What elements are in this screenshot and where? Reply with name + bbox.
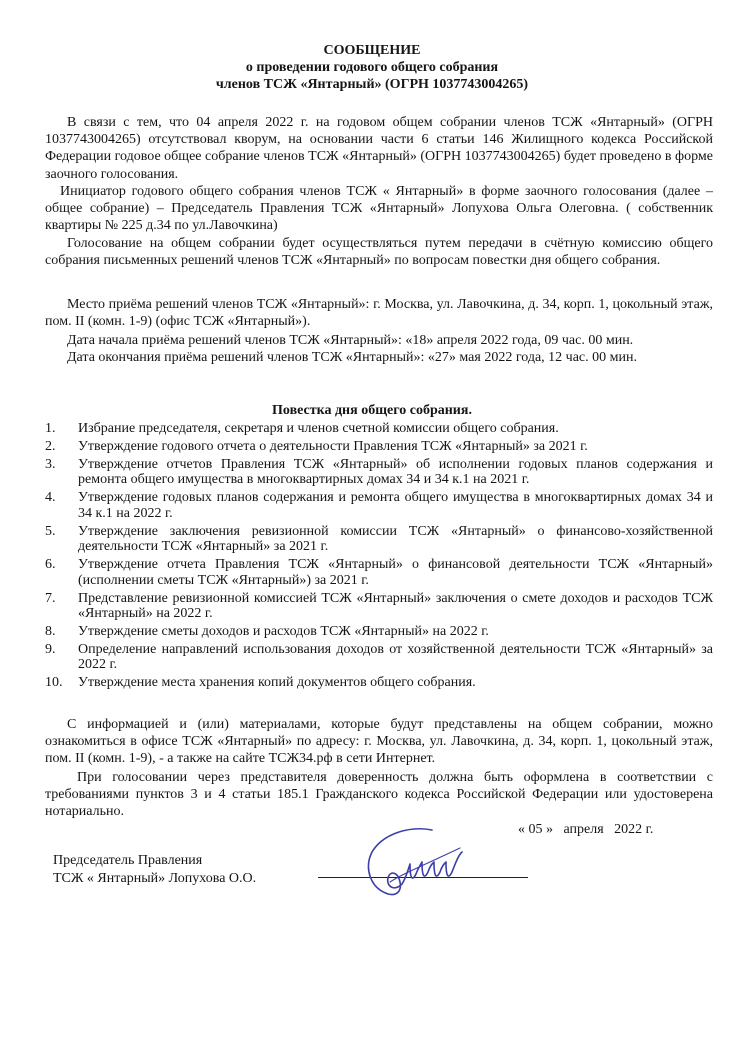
list-item-number: 2.	[45, 439, 56, 454]
list-item-text: Утверждение отчетов Правления ТСЖ «Янтарный» об исполнении годовых планов содержания и ремонта общего имущества в многоквартирных домах 34 и 34 к.1 на 2021 г.	[78, 457, 713, 488]
list-item-number: 8.	[45, 624, 56, 640]
paragraph-end-date: Дата окончания приёма решений членов ТСЖ «Янтарный»: «27» мая 2022 года, 12 час. 00 мин.	[67, 350, 637, 365]
list-item-number: 1.	[45, 421, 56, 436]
document-title: СООБЩЕНИЕ	[323, 43, 421, 58]
list-item	[45, 642, 713, 673]
list-item	[45, 490, 713, 521]
list-item-text: Избрание председателя, секретаря и членов счетной комиссии общего собрания.	[78, 421, 559, 436]
list-item	[45, 457, 713, 488]
list-item-number: 3.	[45, 457, 56, 472]
list-item-number: 9.	[45, 642, 56, 658]
paragraph-start-date: Дата начала приёма решений членов ТСЖ «Янтарный»: «18» апреля 2022 года, 09 час. 00 мин.	[67, 333, 634, 348]
document-subtitle: о проведении годового общего собрания	[245, 60, 499, 75]
paragraph-quorum: В связи с тем, что 04 апреля 2022 г. на годовом общем собрании членов ТСЖ «Янтарный» (ОГРН 1037743004265) отсутствовал кворум, на основании части 6 статьи 146 Жилищного кодекса Российской Федерации годовое общее собрание членов ТСЖ «Янтарный» (ОГРН 1037743004265) будет проведено в форме заочного голосования.	[45, 115, 713, 182]
list-item	[45, 675, 713, 690]
list-item	[45, 591, 713, 622]
list-item-number: 4.	[45, 490, 56, 506]
agenda-list	[45, 421, 713, 693]
list-item-text: Утверждение сметы доходов и расходов ТСЖ «Янтарный» на 2022 г.	[78, 624, 489, 640]
list-item-number: 10.	[45, 675, 63, 691]
paragraph-voting: Голосование на общем собрании будет осуществляться путем передачи в счётную комиссию общего собрания письменных решений членов ТСЖ «Янтарный» по вопросам повестки дня общего собрания.	[45, 236, 713, 269]
list-item-number: 7.	[45, 590, 56, 606]
paragraph-initiator: Инициатор годового общего собрания членов ТСЖ « Янтарный» в форме заочного голосования (далее – общее собрание) – Председатель Правления ТСЖ «Янтарный» Лопухова Ольга Олеговна. ( собственник квартиры № 225 д.34 по ул.Лавочкина)	[45, 184, 713, 234]
list-item-text: Утверждение места хранения копий документов общего собрания.	[78, 675, 476, 691]
paragraph-materials: С информацией и (или) материалами, которые будут представлены на общем собрании, можно ознакомиться в офисе ТСЖ «Янтарный» по адресу: г. Москва, ул. Лавочкина, д. 34, корп. 1, цокольный этаж, пом. II (комн. 1-9), - а также на сайте ТСЖ34.рф в сети Интернет.	[45, 717, 713, 767]
handwritten-signature	[362, 822, 472, 912]
list-item	[45, 524, 713, 555]
list-item-text: Определение направлений использования доходов от хозяйственной деятельности ТСЖ «Янтарный» за 2022 г.	[78, 642, 713, 673]
list-item	[45, 624, 713, 639]
agenda-title: Повестка дня общего собрания.	[272, 403, 472, 418]
document-subtitle-ogrn: членов ТСЖ «Янтарный» (ОГРН 1037743004265)	[215, 77, 529, 92]
signatory-name: ТСЖ « Янтарный» Лопухова О.О.	[53, 871, 257, 886]
list-item-text: Утверждение годового отчета о деятельности Правления ТСЖ «Янтарный» за 2021 г.	[78, 439, 588, 454]
list-item	[45, 557, 713, 588]
paragraph-proxy: При голосовании через представителя доверенность должна быть оформлена в соответствии с требованиями пунктов 3 и 4 статьи 185.1 Гражданского кодекса Российской Федерации или удостоверена нотариально.	[45, 770, 713, 820]
list-item-text: Утверждение заключения ревизионной комиссии ТСЖ «Янтарный» о финансово-хозяйственной деятельности ТСЖ «Янтарный» за 2021 г.	[78, 523, 713, 555]
signatory-position: Председатель Правления	[53, 853, 203, 868]
paragraph-reception-place: Место приёма решений членов ТСЖ «Янтарный»: г. Москва, ул. Лавочкина, д. 34, корп. 1, цокольный этаж, пом. II (комн. 1-9) (офис ТСЖ «Янтарный»).	[45, 297, 713, 330]
list-item-number: 6.	[45, 557, 56, 573]
list-item	[45, 439, 713, 454]
list-item-number: 5.	[45, 523, 56, 539]
list-item	[45, 421, 713, 436]
list-item-text: Представление ревизионной комиссией ТСЖ «Янтарный» заключения о смете доходов и расходов ТСЖ «Янтарный» на 2022 г.	[78, 590, 713, 622]
list-item-text: Утверждение годовых планов содержания и ремонта общего имущества в многоквартирных домах 34 и 34 к.1 на 2022 г.	[78, 490, 713, 521]
document-date: « 05 » апреля 2022 г.	[518, 822, 654, 837]
list-item-text: Утверждение отчета Правления ТСЖ «Янтарный» о финансовой деятельности ТСЖ «Янтарный» (исполнении сметы ТСЖ «Янтарный») за 2021 г.	[78, 557, 713, 588]
